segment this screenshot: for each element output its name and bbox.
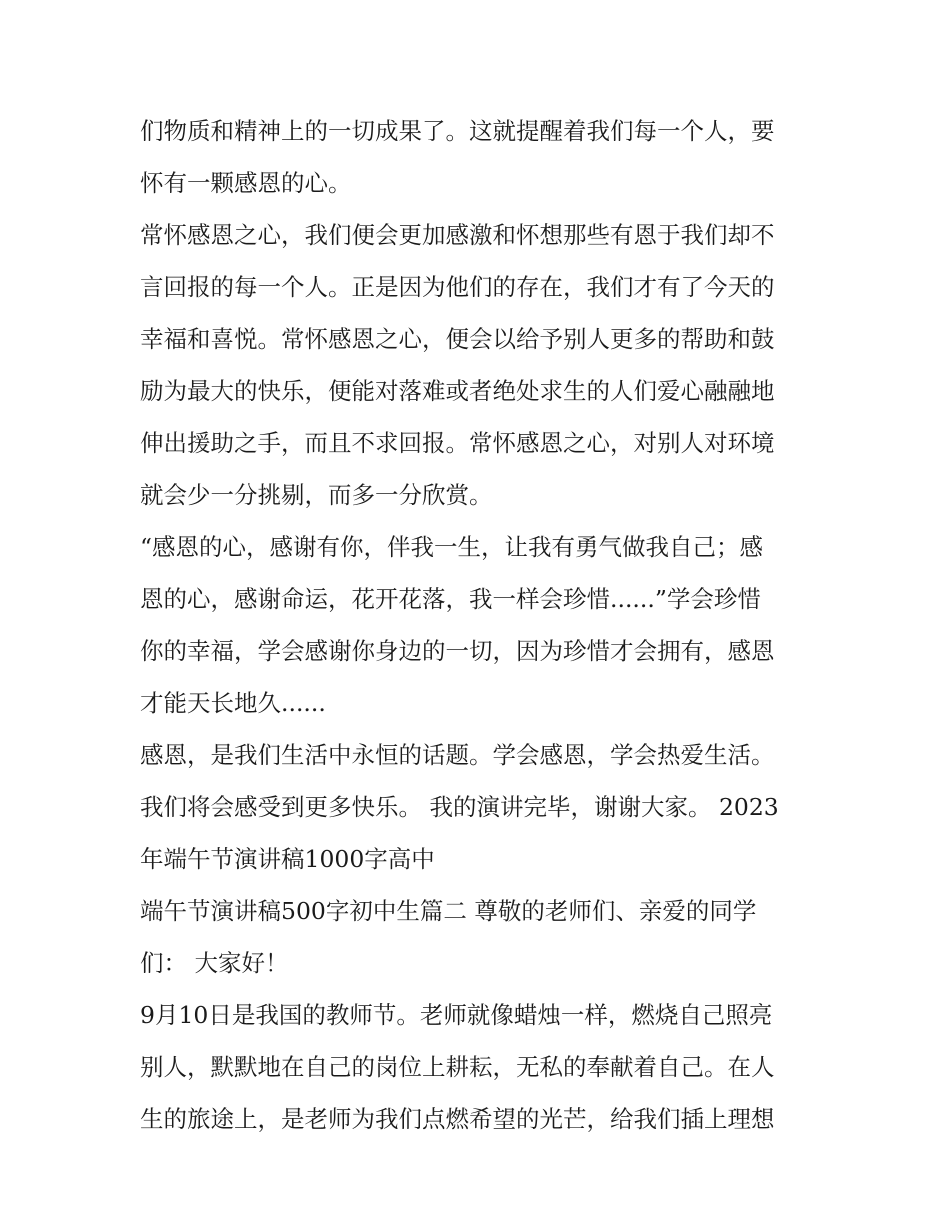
text-line: 端午节演讲稿500字初中生篇二 尊敬的老师们、亲爱的同学: [140, 897, 757, 925]
text-line: “感恩的心，感谢有你，伴我一生，让我有勇气做我自己；感: [140, 533, 764, 561]
text-line: 就会少一分挑剔，而多一分欣赏。: [140, 481, 493, 509]
text-line: 感恩，是我们生活中永恒的话题。学会感恩，学会热爱生活。: [140, 741, 775, 769]
text-line: 年端午节演讲稿1000字高中: [140, 845, 435, 873]
text-line: 幸福和喜悦。常怀感恩之心，便会以给予别人更多的帮助和鼓: [140, 325, 775, 353]
text-line: 常怀感恩之心，我们便会更加感激和怀想那些有恩于我们却不: [140, 221, 775, 249]
text-line: 们物质和精神上的一切成果了。这就提醒着我们每一个人，要: [140, 117, 775, 145]
text-line: 我们将会感受到更多快乐。 我的演讲完毕，谢谢大家。 2023: [140, 793, 779, 821]
text-line: 别人，默默地在自己的岗位上耕耘，无私的奉献着自己。在人: [140, 1053, 775, 1081]
text-line: 言回报的每一个人。正是因为他们的存在，我们才有了今天的: [140, 273, 775, 301]
text-line: 们： 大家好！: [140, 949, 289, 977]
text-line: 9月10日是我国的教师节。老师就像蜡烛一样，燃烧自己照亮: [140, 1001, 773, 1029]
text-line: 怀有一颗感恩的心。: [140, 169, 352, 197]
text-line: 伸出援助之手，而且不求回报。常怀感恩之心，对别人对环境: [140, 429, 775, 457]
text-line: 你的幸福，学会感谢你身边的一切，因为珍惜才会拥有，感恩: [140, 637, 775, 665]
text-line: 生的旅途上，是老师为我们点燃希望的光芒，给我们插上理想: [140, 1105, 775, 1133]
text-line: 励为最大的快乐，便能对落难或者绝处求生的人们爱心融融地: [140, 377, 775, 405]
text-line: 恩的心，感谢命运，花开花落，我一样会珍惜......”学会珍惜: [140, 585, 761, 613]
body-text: [140, 105, 820, 1145]
text-line: 才能天长地久......: [140, 689, 326, 717]
